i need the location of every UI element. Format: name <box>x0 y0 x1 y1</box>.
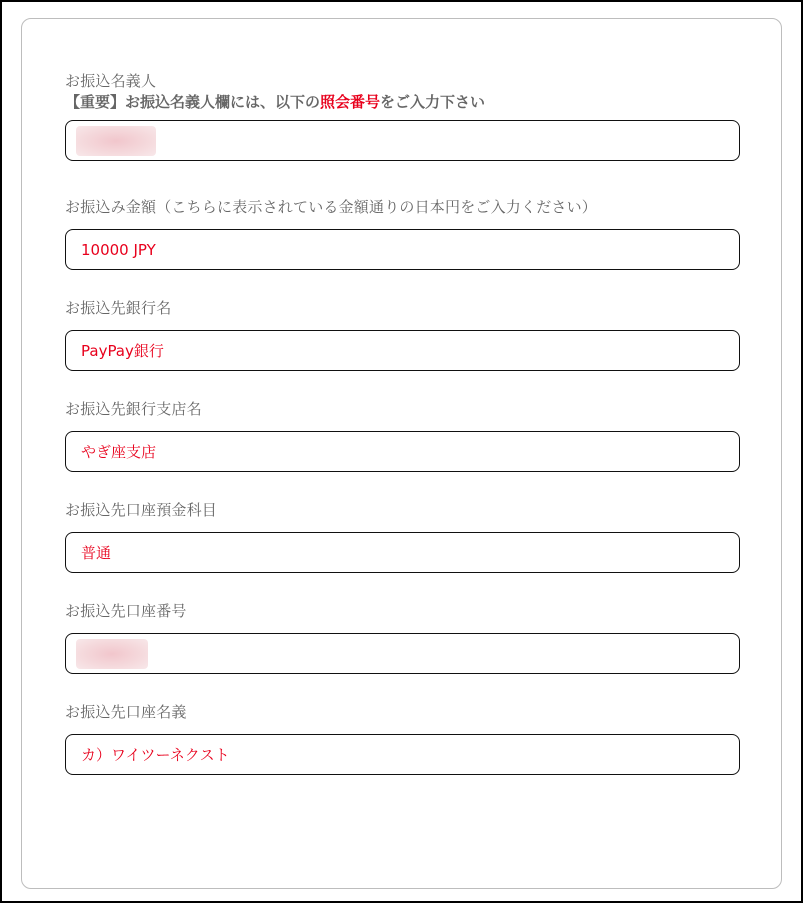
field-account-type <box>65 500 740 573</box>
account-holder-input[interactable]: カ）ワイツーネクスト <box>65 734 740 775</box>
field-account-number <box>65 601 740 674</box>
payer-name-input[interactable] <box>65 120 740 161</box>
field-amount <box>65 197 740 270</box>
field-label: お振込先口座番号 <box>65 602 187 620</box>
bank-name-input[interactable]: PayPay銀行 <box>65 330 740 371</box>
account-number-input[interactable] <box>65 633 740 674</box>
branch-name-input[interactable]: やぎ座支店 <box>65 431 740 472</box>
transfer-info-card <box>21 18 782 889</box>
field-label: お振込先口座名義 <box>65 703 187 721</box>
redacted-value <box>76 126 156 156</box>
field-label: お振込名義人 <box>65 72 157 90</box>
amount-input[interactable]: 10000 JPY <box>65 229 740 270</box>
reference-number-highlight: 照会番号 <box>320 93 381 111</box>
field-label: お振込先口座預金科目 <box>65 501 218 519</box>
field-payer-name <box>65 71 740 161</box>
field-bank-name <box>65 298 740 371</box>
redacted-value <box>76 639 148 669</box>
account-type-input[interactable]: 普通 <box>65 532 740 573</box>
field-label: お振込先銀行支店名 <box>65 400 202 418</box>
important-note: 【重要】お振込名義人欄には、以下の照会番号をご入力下さい <box>65 93 486 111</box>
field-label: お振込先銀行名 <box>65 299 172 317</box>
field-branch-name <box>65 399 740 472</box>
field-label: お振込み金額（こちらに表示されている金額通りの日本円をご入力ください） <box>65 198 598 216</box>
field-account-holder <box>65 702 740 775</box>
